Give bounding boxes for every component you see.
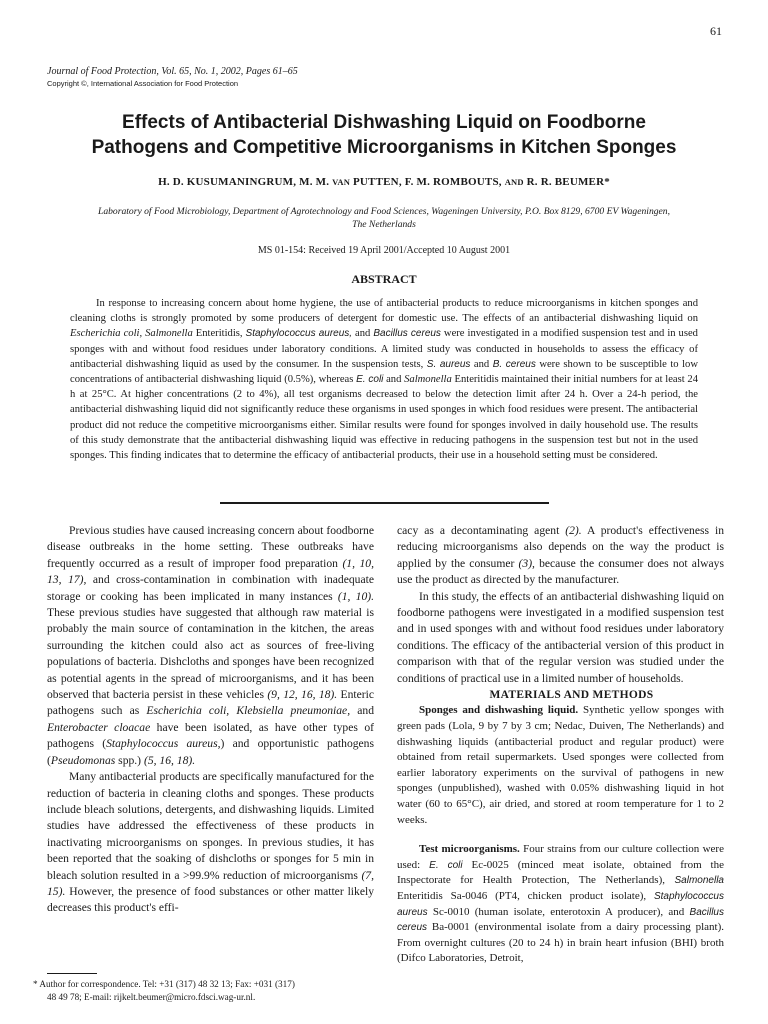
species-name: Escherichia coli, Salmonella (70, 328, 193, 340)
run-in-heading: Test microorganisms. (419, 843, 520, 856)
body-text: cacy as a decontaminating agent (397, 524, 566, 537)
body-text: and (350, 704, 375, 718)
methods-paragraph (397, 703, 724, 828)
body-text: spp.) (115, 753, 144, 767)
body-text: These previous studies have suggested that although raw material is probably the main source of contamination in the kitchen, the areas surrounding the kitchen could also act as sources of free-living populations of bacteria. Dishcloths and sponges have been recognized as potential agents in the spread of microorganisms, and it has been observed that bacteria persist in these vehicles (47, 606, 374, 702)
species-name: Escherichia coli, Klebsiella pneumoniae, (146, 704, 351, 718)
body-text: ) and opportunistic pathogens ( (47, 737, 374, 767)
body-text: and cross-contamination in combination with inadequate storage or cooking has been implicated in many instances (47, 573, 374, 603)
title-line-2: Pathogens and Competitive Microorganisms in Kitchen Sponges (91, 137, 677, 158)
body-text: because the consumer does not always use the product as directed by the manufacturer. (397, 556, 724, 587)
body-paragraph (47, 523, 374, 769)
species-name: B. cereus (492, 358, 536, 370)
body-paragraph (47, 769, 374, 917)
abstract-body (70, 296, 698, 463)
citation: (2). (565, 524, 582, 537)
body-text: However, the presence of food substances or other matter likely decreases this product's effi- (47, 884, 374, 915)
abstract-paragraph (70, 296, 698, 463)
run-in-heading: Sponges and dishwashing liquid. (419, 704, 579, 717)
citation: (3), (518, 556, 535, 570)
title-line-1: Effects of Antibacterial Dishwashing Liquid on Foodborne (122, 112, 646, 133)
body-text: have been isolated, as have other types of pathogens ( (47, 720, 374, 751)
citation: (1, 10). (337, 589, 375, 603)
body-text: Previous studies have caused increasing concern about foodborne disease outbreaks in the home setting. These outbreaks have frequently occurred as a result of improper food preparation (47, 524, 374, 570)
species-name: Bacillus cereus (397, 906, 724, 934)
copyright-notice: Copyright ©, International Association for Food Protection (47, 79, 239, 88)
received-dates: MS 01-154: Received 19 April 2001/Accepted 10 August 2001 (257, 245, 511, 256)
species-name: Pseudomonas (50, 753, 116, 767)
body-text: Sc-0010 (human isolate, enterotoxin A producer), and (427, 905, 690, 918)
body-text: Synthetic yellow sponges with green pads (Lola, 9 by 7 by 3 cm; Nedac, Duiven, The Netherlands) and dishwashing liquids (antibacterial product and regular product) were obtained from retail supermarkets. Used sponges were collected from earlier laboratory experiments on the survival of pathogens in new sponges (unpublished), washed with 0.05% dishwashing liquid in hot water (60 to 65°C), air dried, and stored at room temperature for 1 to 2 weeks. (397, 704, 724, 826)
section-divider (220, 502, 549, 504)
journal-citation: Journal of Food Protection, Vol. 65, No. 1, 2002, Pages 61–65 (47, 66, 298, 77)
affiliation-line-1: Laboratory of Food Microbiology, Department of Agrotechnology and Food Sciences, Wageningen University, P.O. Box 8129, 6700 EV Wageningen, (98, 206, 670, 217)
correspondence-footnote (33, 978, 374, 1004)
footnote-divider (47, 973, 97, 974)
body-text: Four strains from our culture collection were used: (397, 843, 724, 871)
abstract-heading: ABSTRACT (351, 272, 417, 286)
author-conjunction: AND (504, 177, 524, 187)
species-name: E. coli (356, 374, 384, 386)
body-text: Enteric pathogens such as (47, 688, 375, 718)
author-part: R. R. BEUMER* (523, 176, 610, 188)
species-name: S. aureus (426, 358, 471, 370)
footnote-line-2: 48 49 78; E-mail: rijkelt.beumer@micro.fdsci.wag-ur.nl. (47, 992, 256, 1002)
methods-paragraph (397, 842, 724, 967)
body-text: A product's effectiveness in reducing microorganisms also depends on the way the product is applied by the consumer (397, 524, 724, 570)
citation: (7, 15). (47, 868, 374, 898)
species-name: Salmonella (674, 875, 724, 887)
species-name: Enterobacter cloacae (47, 720, 151, 734)
section-heading: MATERIALS AND METHODS (489, 689, 654, 702)
abstract-text: were investigated in a modified suspension test and in used sponges with and without food residues under laboratory conditions. A limited study was conducted in households to assess the efficacy of antibacterial dishwashing liquid as used by the consumer. In the suspension tests, (70, 328, 698, 370)
body-text: Ba-0001 (environmental isolate from a dairy processing plant). From overnight cultures (20 to 24 h) in brain heart infusion (BHI) broth (Difco Laboratories, Detroit, (397, 921, 724, 965)
species-name: Staphylococcus aureus (397, 891, 724, 918)
abstract-text: and (383, 374, 405, 386)
species-name: E. coli (429, 859, 463, 871)
body-text: Many antibacterial products are specifically manufactured for the reduction of bacteria in cleaning cloths and sponges. These products include bleach solutions, detergents, and dishwashing liquids. Limited studies have addressed the effectiveness of these products in inactivating microorganisms on sponges. In previous studies, it has been reported that the soaking of dishcloths or sponges for 5 min in bleach solution resulted in a >99.9% reduction of microorganisms (47, 770, 374, 882)
species-name: Bacillus cereus (373, 328, 441, 340)
abstract-text: In response to increasing concern about home hygiene, the use of antibacterial products to reduce microorganisms in kitchen sponges and cleaning cloths is strongly promoted by some producers of detergent for domestic use. The effects of an antibacterial dishwashing liquid on (70, 298, 698, 325)
abstract-text: Enteritidis maintained their initial numbers for at least 24 h at 25°C. At higher concentrations (2 to 4%), all test organisms decreased to below the detection limit after 24 h. Over a 24-h period, the antibacterial dishwashing liquid did not significantly reduce these organisms in used sponges in which food residues were present. The antibacterial product did not reduce the competitive microorganisms either. Similar results were found for sponges involved in daily household use. The results of this study demonstrate that the antibacterial dishwashing liquid was effective in reducing pathogens in the suspension test but not in the used sponges. This finding indicates that to determine the efficacy of antibacterial products, their use in a household setting must be considered. (70, 374, 698, 462)
species-name: Staphylococcus aureus, (106, 737, 221, 751)
footnote-line-1: * Author for correspondence. Tel: +31 (317) 48 32 13; Fax: +031 (317) (33, 979, 295, 989)
author-particle: VAN (332, 177, 351, 187)
affiliation (40, 205, 728, 231)
author-list (0, 176, 768, 188)
article-title (0, 110, 768, 160)
citation: (9, 12, 16, 18). (267, 688, 338, 702)
page-number: 61 (710, 24, 722, 38)
abstract-text: Enteritidis, (192, 328, 246, 340)
affiliation-line-2: The Netherlands (352, 219, 416, 230)
species-name: Salmonella (404, 374, 452, 386)
citation: (5, 16, 18). (143, 753, 196, 767)
body-paragraph (397, 523, 724, 589)
author-part: H. D. KUSUMANINGRUM, M. M. (158, 176, 333, 188)
right-column (397, 523, 724, 967)
left-column (47, 523, 374, 917)
citation: (1, 10, 13, 17), (47, 556, 374, 587)
species-name: Staphylococcus aureus, (245, 328, 353, 340)
abstract-text: were shown to be susceptible to low concentrations of antibacterial dishwashing liquid (0.5%), whereas (70, 358, 698, 386)
body-text: Enteritidis Sa-0046 (PT4, chicken product isolate), (397, 890, 654, 902)
body-text: Ec-0025 (minced meat isolate, obtained from the Inspectorate for Health Protection, The Netherlands), (397, 858, 724, 887)
abstract-text: and (470, 358, 493, 370)
abstract-text: and (352, 328, 374, 340)
body-paragraph: In this study, the effects of an antibacterial dishwashing liquid on foodborne pathogens were investigated in a modified suspension test and in used sponges with and without food residues under laboratory conditions. The efficacy of the antibacterial version of this product in comparison with that of the regular version was studied under the conditions of practical use in a limited number of households. (397, 589, 724, 685)
author-part: PUTTEN, F. M. ROMBOUTS, (350, 176, 505, 188)
